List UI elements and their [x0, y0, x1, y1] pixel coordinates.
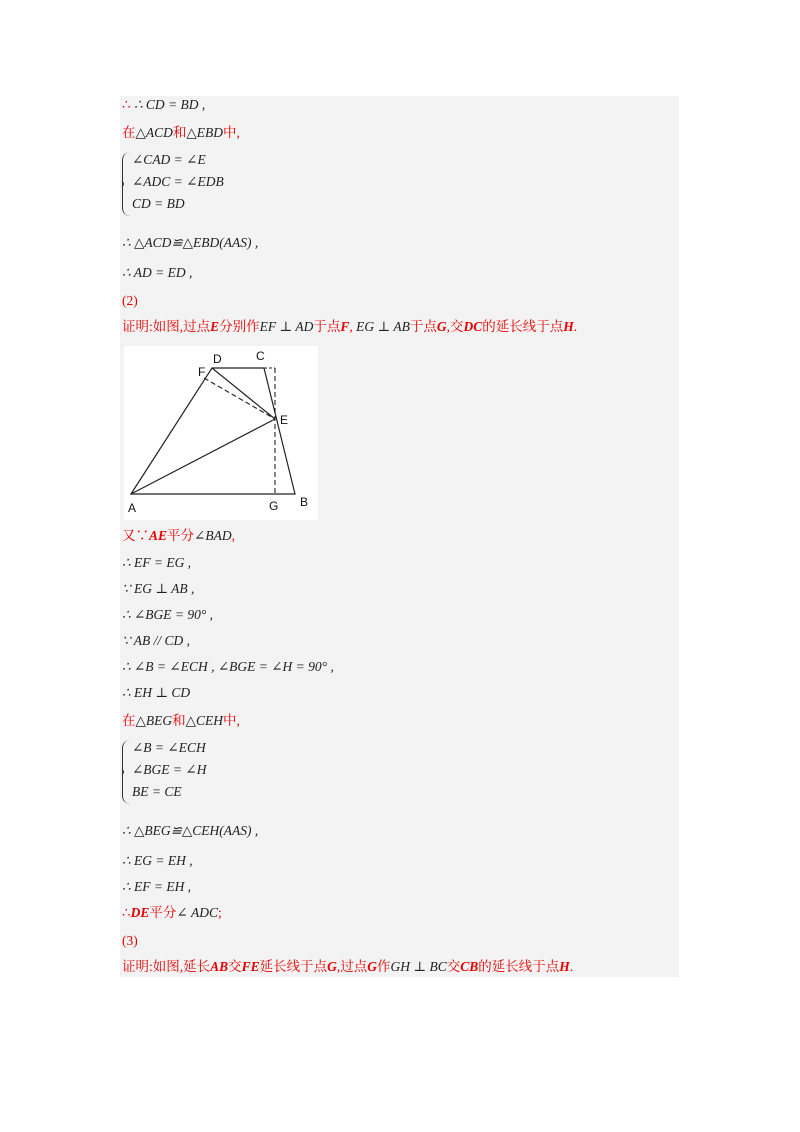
proof-line-14: 在△BEG和△CEH中, [122, 713, 240, 728]
system-row: ∠CAD = ∠E [132, 152, 206, 167]
label-d: D [213, 352, 222, 366]
proof-line-18: ∴DE平分∠ ADC; [122, 905, 222, 920]
proof-line-2: 在△ACD和△EBD中, [122, 125, 240, 140]
label-f: F [198, 365, 206, 379]
brace-icon [122, 740, 130, 804]
system-row: BE = CE [132, 784, 182, 799]
label-c: C [256, 349, 265, 363]
proof-line-17: ∴ EF = EH , [122, 879, 192, 894]
segment-ef [204, 378, 275, 419]
geometry-figure [124, 346, 318, 520]
proof-line-11: ∵ AB // CD , [122, 633, 190, 648]
part-3-statement: 证明:如图,延长AB交FE延长线于点G,过点G作GH ⊥ BC交CB的延长线于点H. [122, 959, 574, 974]
proof-line-3: ∴ △ACD≌△EBD(AAS) , [122, 235, 259, 250]
brace-icon [122, 152, 130, 216]
proof-line-13: ∴ EH ⊥ CD [122, 685, 191, 700]
proof-line-10: ∴ ∠BGE = 90° , [122, 607, 214, 622]
statement-cd-bd: ∴ CD = BD , [133, 97, 206, 112]
system-row: ∠BGE = ∠H [132, 762, 207, 777]
proof-line-1: ∴ ∴ CD = BD , [122, 97, 206, 112]
system-row: CD = BD [132, 196, 185, 211]
proof-line-15: ∴ △BEG≌△CEH(AAS) , [122, 823, 259, 838]
proof-line-9: ∵ EG ⊥ AB , [122, 581, 195, 596]
system-row: ∠ADC = ∠EDB [132, 174, 224, 189]
label-e: E [280, 413, 289, 427]
label-g: G [269, 499, 279, 513]
proof-line-4: ∴ AD = ED , [122, 265, 193, 280]
proof-line-16: ∴ EG = EH , [122, 853, 193, 868]
part-2-label: (2) [122, 293, 138, 308]
proof-line-7: 又∵AE平分∠BAD, [122, 528, 235, 543]
label-a: A [128, 501, 137, 515]
label-b: B [300, 495, 309, 509]
trapezoid-diagram [124, 346, 318, 520]
system-row: ∠B = ∠ECH [132, 740, 206, 755]
part-2-statement: 证明:如图,过点E分别作EF ⊥ AD于点F, EG ⊥ AB于点G,交DC的延长线于点H. [122, 319, 578, 334]
proof-line-8: ∴ EF = EG , [122, 555, 192, 570]
proof-line-12: ∴ ∠B = ∠ECH , ∠BGE = ∠H = 90° , [122, 659, 334, 674]
equation-system-2 [122, 740, 262, 804]
segment-ae [131, 419, 275, 494]
part-3-label: (3) [122, 933, 138, 948]
equation-system-1 [122, 152, 262, 216]
trapezoid-abcd [131, 368, 295, 494]
